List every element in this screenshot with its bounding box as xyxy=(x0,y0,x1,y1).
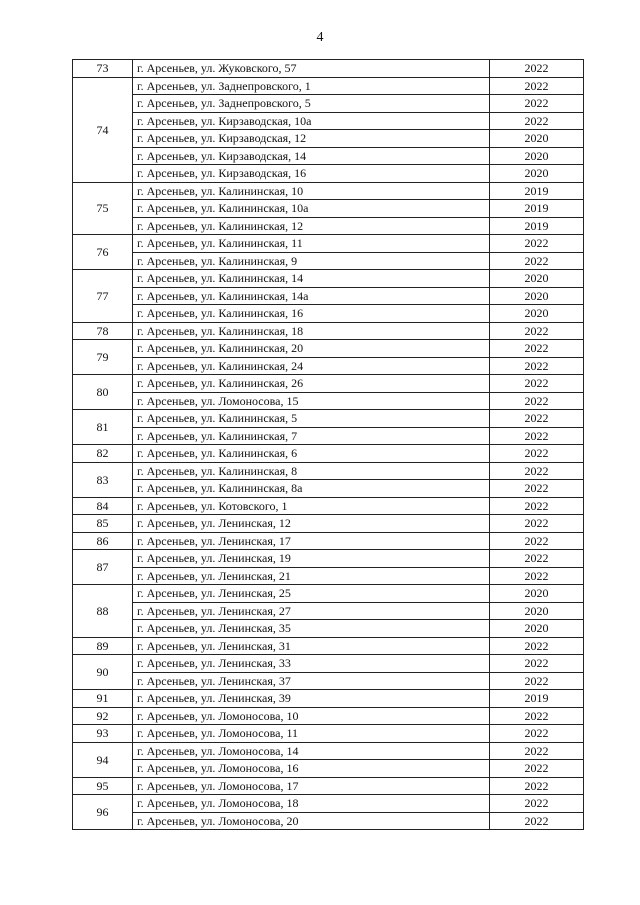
address-cell: г. Арсеньев, ул. Ленинская, 33 xyxy=(133,655,490,673)
row-number-cell: 80 xyxy=(73,375,133,410)
year-cell: 2022 xyxy=(490,637,584,655)
year-cell: 2022 xyxy=(490,322,584,340)
year-cell: 2022 xyxy=(490,812,584,830)
page-number: 4 xyxy=(316,30,324,45)
address-cell: г. Арсеньев, ул. Ленинская, 27 xyxy=(133,602,490,620)
address-cell: г. Арсеньев, ул. Ломоносова, 17 xyxy=(133,777,490,795)
address-cell: г. Арсеньев, ул. Заднепровского, 1 xyxy=(133,77,490,95)
table-row xyxy=(73,375,584,393)
address-table xyxy=(72,59,584,830)
year-cell: 2022 xyxy=(490,515,584,533)
table-row xyxy=(73,532,584,550)
table-row xyxy=(73,217,584,235)
table-row xyxy=(73,252,584,270)
table-row xyxy=(73,690,584,708)
table-row xyxy=(73,305,584,323)
row-number-cell: 75 xyxy=(73,182,133,235)
table-row xyxy=(73,287,584,305)
address-cell: г. Арсеньев, ул. Кирзаводская, 12 xyxy=(133,130,490,148)
year-cell: 2022 xyxy=(490,497,584,515)
row-number-cell: 90 xyxy=(73,655,133,690)
table-row xyxy=(73,322,584,340)
table-row xyxy=(73,445,584,463)
table-row xyxy=(73,60,584,78)
year-cell: 2019 xyxy=(490,690,584,708)
row-number-cell: 82 xyxy=(73,445,133,463)
address-cell: г. Арсеньев, ул. Кирзаводская, 16 xyxy=(133,165,490,183)
table-row xyxy=(73,760,584,778)
year-cell: 2020 xyxy=(490,585,584,603)
address-cell: г. Арсеньев, ул. Калининская, 16 xyxy=(133,305,490,323)
year-cell: 2022 xyxy=(490,340,584,358)
table-row xyxy=(73,130,584,148)
table-row xyxy=(73,480,584,498)
year-cell: 2022 xyxy=(490,760,584,778)
address-cell: г. Арсеньев, ул. Калининская, 9 xyxy=(133,252,490,270)
address-cell: г. Арсеньев, ул. Ленинская, 37 xyxy=(133,672,490,690)
table-row xyxy=(73,112,584,130)
address-cell: г. Арсеньев, ул. Калининская, 7 xyxy=(133,427,490,445)
table-row xyxy=(73,637,584,655)
year-cell: 2019 xyxy=(490,182,584,200)
year-cell: 2022 xyxy=(490,672,584,690)
year-cell: 2020 xyxy=(490,147,584,165)
year-cell: 2020 xyxy=(490,130,584,148)
year-cell: 2020 xyxy=(490,602,584,620)
table-row xyxy=(73,165,584,183)
year-cell: 2022 xyxy=(490,60,584,78)
year-cell: 2020 xyxy=(490,305,584,323)
address-cell: г. Арсеньев, ул. Калининская, 10а xyxy=(133,200,490,218)
table-row xyxy=(73,462,584,480)
table-row xyxy=(73,725,584,743)
address-cell: г. Арсеньев, ул. Калининская, 11 xyxy=(133,235,490,253)
year-cell: 2022 xyxy=(490,462,584,480)
row-number-cell: 73 xyxy=(73,60,133,78)
table-row xyxy=(73,742,584,760)
address-cell: г. Арсеньев, ул. Калининская, 14 xyxy=(133,270,490,288)
address-cell: г. Арсеньев, ул. Ленинская, 31 xyxy=(133,637,490,655)
row-number-cell: 85 xyxy=(73,515,133,533)
year-cell: 2020 xyxy=(490,165,584,183)
address-cell: г. Арсеньев, ул. Ленинская, 19 xyxy=(133,550,490,568)
table-row xyxy=(73,515,584,533)
row-number-cell: 83 xyxy=(73,462,133,497)
address-cell: г. Арсеньев, ул. Ломоносова, 11 xyxy=(133,725,490,743)
row-number-cell: 94 xyxy=(73,742,133,777)
year-cell: 2020 xyxy=(490,287,584,305)
row-number-cell: 76 xyxy=(73,235,133,270)
year-cell: 2022 xyxy=(490,77,584,95)
address-cell: г. Арсеньев, ул. Ленинская, 17 xyxy=(133,532,490,550)
address-cell: г. Арсеньев, ул. Жуковского, 57 xyxy=(133,60,490,78)
year-cell: 2022 xyxy=(490,357,584,375)
table-row xyxy=(73,410,584,428)
table-row xyxy=(73,95,584,113)
address-cell: г. Арсеньев, ул. Заднепровского, 5 xyxy=(133,95,490,113)
year-cell: 2022 xyxy=(490,480,584,498)
row-number-cell: 89 xyxy=(73,637,133,655)
address-cell: г. Арсеньев, ул. Кирзаводская, 10а xyxy=(133,112,490,130)
row-number-cell: 79 xyxy=(73,340,133,375)
row-number-cell: 91 xyxy=(73,690,133,708)
table-body xyxy=(73,60,584,830)
address-cell: г. Арсеньев, ул. Ломоносова, 18 xyxy=(133,795,490,813)
year-cell: 2022 xyxy=(490,95,584,113)
table-row xyxy=(73,392,584,410)
address-cell: г. Арсеньев, ул. Калининская, 20 xyxy=(133,340,490,358)
address-cell: г. Арсеньев, ул. Ломоносова, 20 xyxy=(133,812,490,830)
table-row xyxy=(73,707,584,725)
row-number-cell: 96 xyxy=(73,795,133,830)
row-number-cell: 92 xyxy=(73,707,133,725)
address-cell: г. Арсеньев, ул. Калининская, 8 xyxy=(133,462,490,480)
address-cell: г. Арсеньев, ул. Котовского, 1 xyxy=(133,497,490,515)
year-cell: 2022 xyxy=(490,655,584,673)
table-row xyxy=(73,270,584,288)
address-cell: г. Арсеньев, ул. Калининская, 18 xyxy=(133,322,490,340)
row-number-cell: 81 xyxy=(73,410,133,445)
address-cell: г. Арсеньев, ул. Калининская, 12 xyxy=(133,217,490,235)
row-number-cell: 86 xyxy=(73,532,133,550)
year-cell: 2022 xyxy=(490,707,584,725)
year-cell: 2020 xyxy=(490,270,584,288)
address-cell: г. Арсеньев, ул. Калининская, 10 xyxy=(133,182,490,200)
year-cell: 2022 xyxy=(490,742,584,760)
row-number-cell: 78 xyxy=(73,322,133,340)
year-cell: 2022 xyxy=(490,427,584,445)
year-cell: 2022 xyxy=(490,375,584,393)
year-cell: 2019 xyxy=(490,217,584,235)
table-row xyxy=(73,77,584,95)
address-cell: г. Арсеньев, ул. Калининская, 24 xyxy=(133,357,490,375)
year-cell: 2022 xyxy=(490,410,584,428)
year-cell: 2022 xyxy=(490,532,584,550)
year-cell: 2022 xyxy=(490,235,584,253)
table-row xyxy=(73,357,584,375)
year-cell: 2022 xyxy=(490,567,584,585)
table-row xyxy=(73,200,584,218)
table-row xyxy=(73,777,584,795)
year-cell: 2022 xyxy=(490,392,584,410)
row-number-cell: 77 xyxy=(73,270,133,323)
address-cell: г. Арсеньев, ул. Калининская, 8а xyxy=(133,480,490,498)
address-cell: г. Арсеньев, ул. Ленинская, 39 xyxy=(133,690,490,708)
table-row xyxy=(73,812,584,830)
row-number-cell: 88 xyxy=(73,585,133,638)
row-number-cell: 95 xyxy=(73,777,133,795)
table-row xyxy=(73,550,584,568)
table-row xyxy=(73,235,584,253)
year-cell: 2022 xyxy=(490,252,584,270)
table-row xyxy=(73,427,584,445)
table-row xyxy=(73,340,584,358)
address-cell: г. Арсеньев, ул. Калининская, 14а xyxy=(133,287,490,305)
address-cell: г. Арсеньев, ул. Калининская, 5 xyxy=(133,410,490,428)
table-row xyxy=(73,620,584,638)
year-cell: 2019 xyxy=(490,200,584,218)
address-cell: г. Арсеньев, ул. Кирзаводская, 14 xyxy=(133,147,490,165)
year-cell: 2022 xyxy=(490,550,584,568)
address-cell: г. Арсеньев, ул. Ленинская, 21 xyxy=(133,567,490,585)
year-cell: 2022 xyxy=(490,725,584,743)
table-row xyxy=(73,655,584,673)
table-row xyxy=(73,147,584,165)
year-cell: 2020 xyxy=(490,620,584,638)
table-row xyxy=(73,497,584,515)
table-row xyxy=(73,795,584,813)
address-cell: г. Арсеньев, ул. Ленинская, 12 xyxy=(133,515,490,533)
year-cell: 2022 xyxy=(490,777,584,795)
table-row xyxy=(73,585,584,603)
row-number-cell: 74 xyxy=(73,77,133,182)
address-cell: г. Арсеньев, ул. Ленинская, 25 xyxy=(133,585,490,603)
address-cell: г. Арсеньев, ул. Ломоносова, 15 xyxy=(133,392,490,410)
year-cell: 2022 xyxy=(490,445,584,463)
table-row xyxy=(73,672,584,690)
address-cell: г. Арсеньев, ул. Калининская, 26 xyxy=(133,375,490,393)
table-row xyxy=(73,182,584,200)
address-cell: г. Арсеньев, ул. Ломоносова, 14 xyxy=(133,742,490,760)
address-cell: г. Арсеньев, ул. Калининская, 6 xyxy=(133,445,490,463)
row-number-cell: 84 xyxy=(73,497,133,515)
year-cell: 2022 xyxy=(490,112,584,130)
address-cell: г. Арсеньев, ул. Ломоносова, 16 xyxy=(133,760,490,778)
address-cell: г. Арсеньев, ул. Ломоносова, 10 xyxy=(133,707,490,725)
row-number-cell: 93 xyxy=(73,725,133,743)
table-row xyxy=(73,567,584,585)
year-cell: 2022 xyxy=(490,795,584,813)
address-cell: г. Арсеньев, ул. Ленинская, 35 xyxy=(133,620,490,638)
row-number-cell: 87 xyxy=(73,550,133,585)
table-row xyxy=(73,602,584,620)
